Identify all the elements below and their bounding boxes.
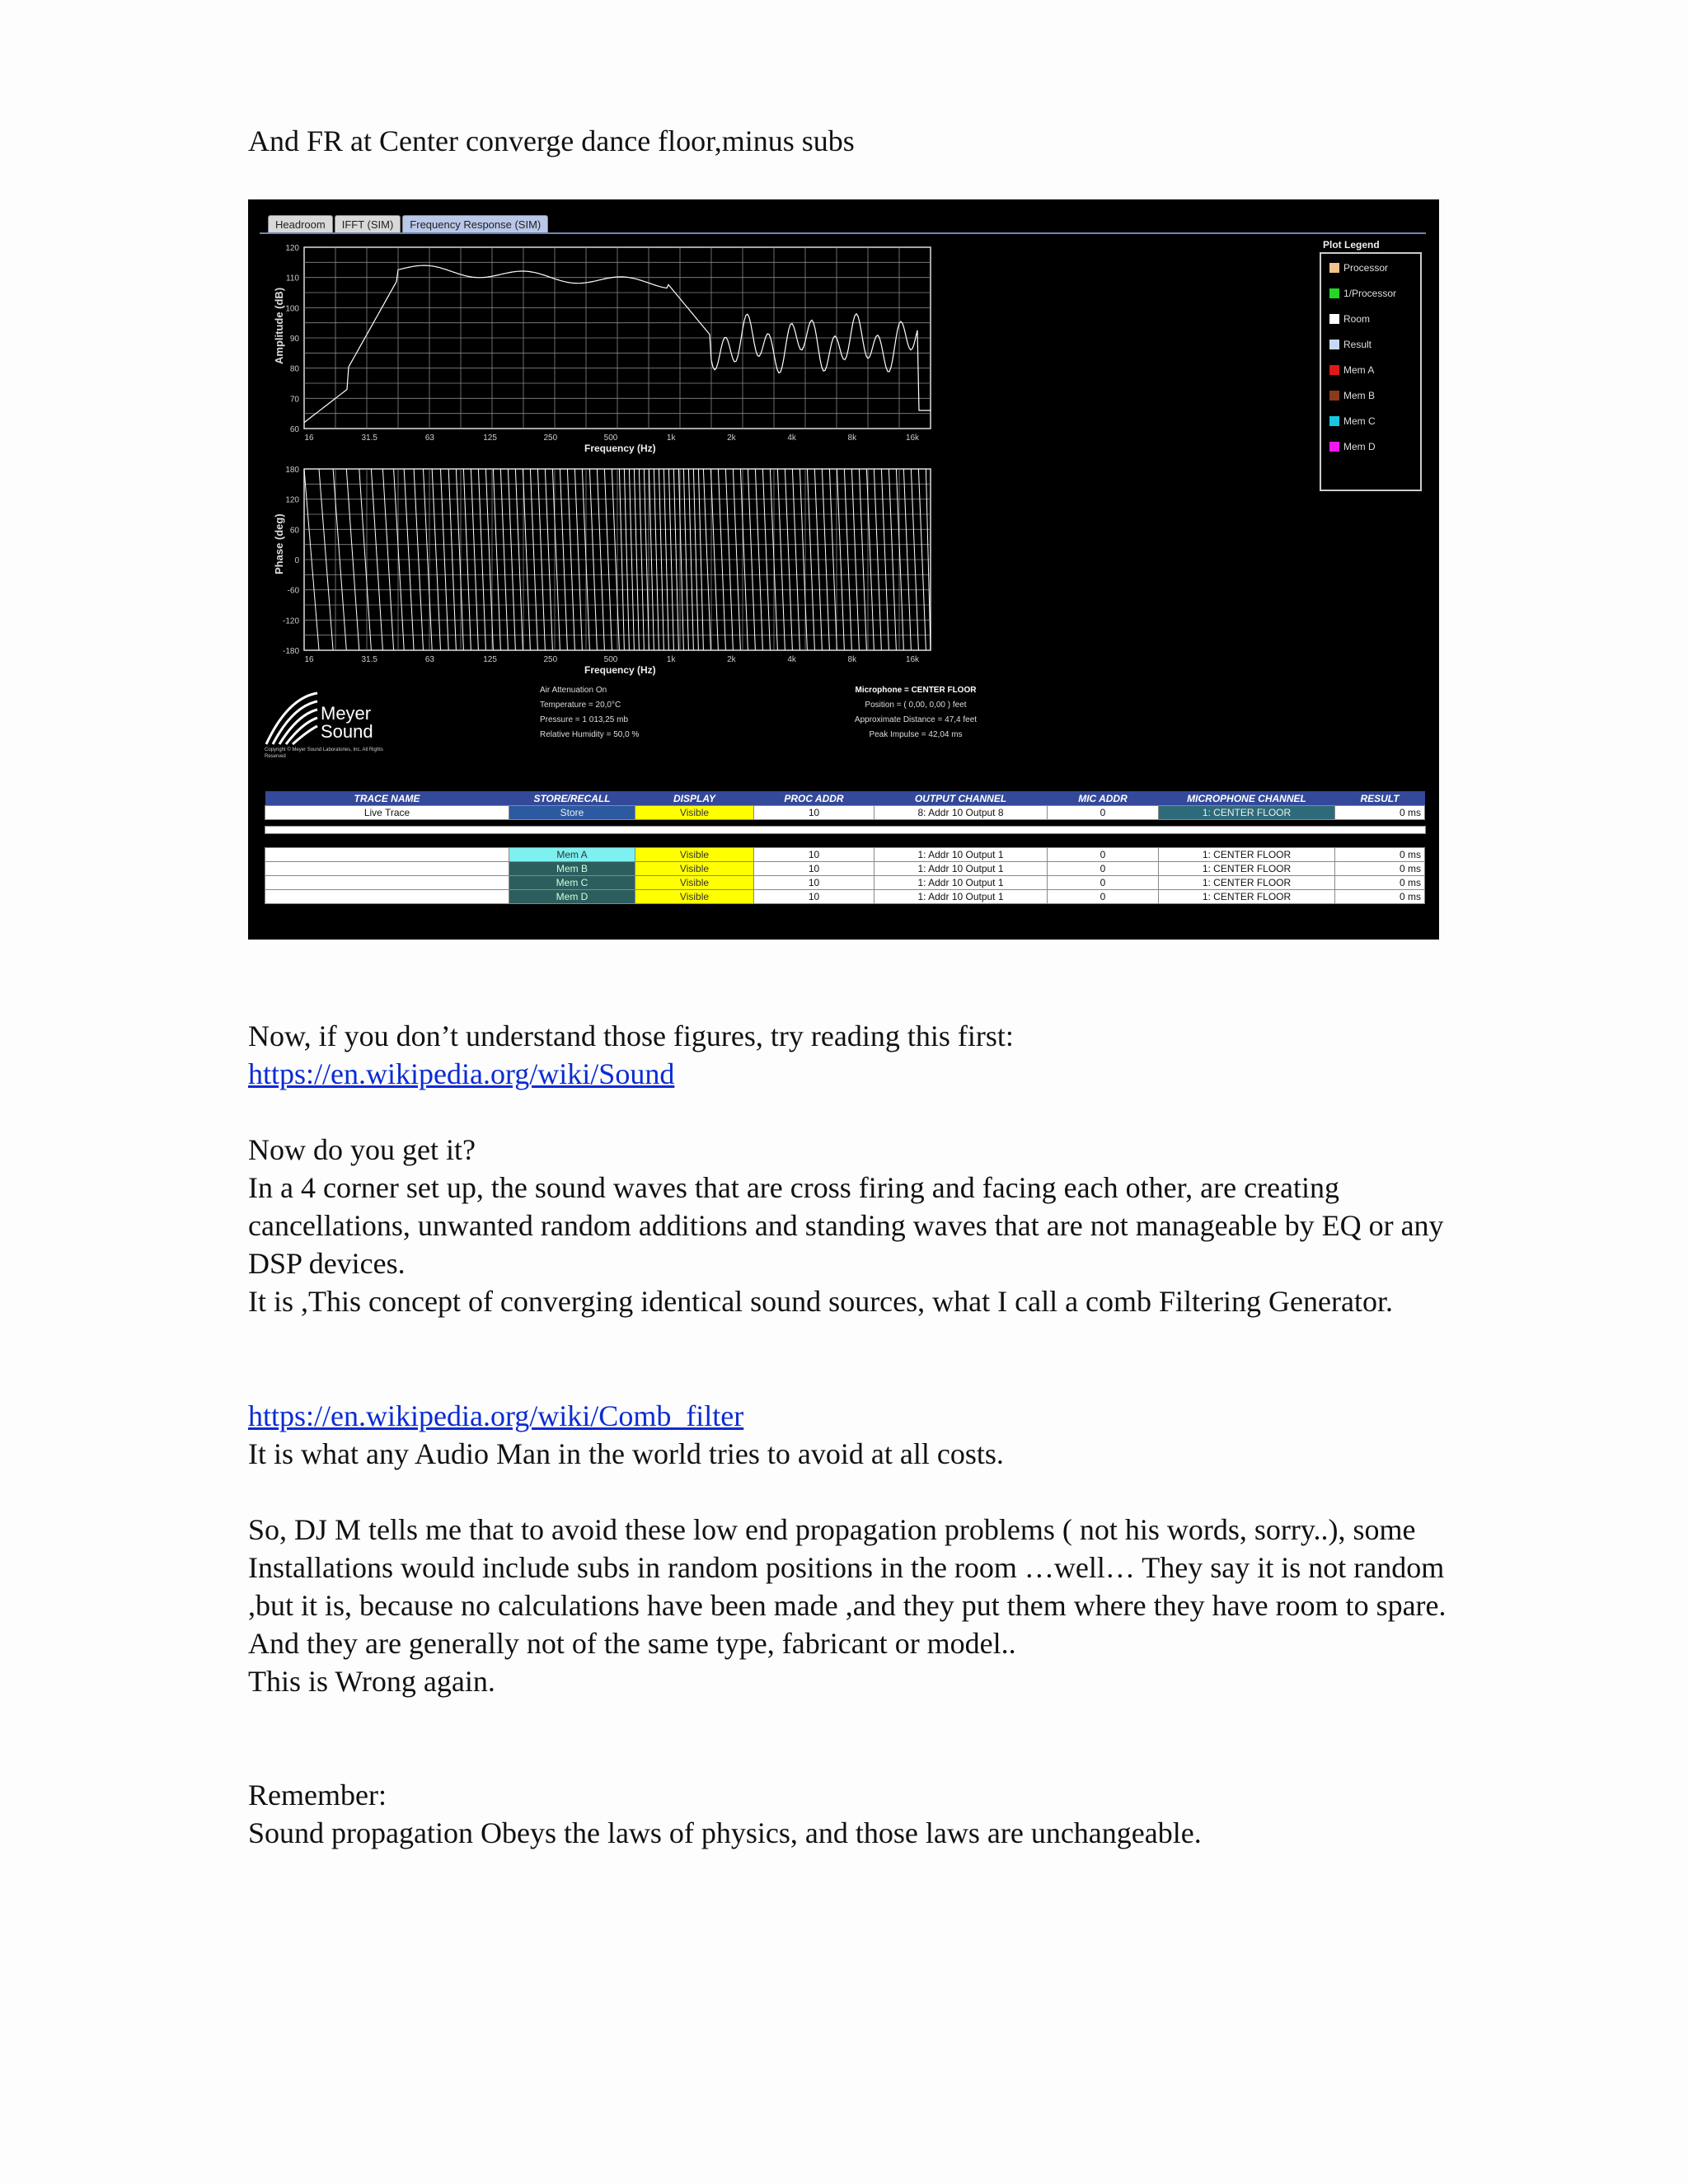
microphone-channel-cell: 1: CENTER FLOOR xyxy=(1159,876,1335,890)
phase-plot xyxy=(283,466,931,676)
amplitude-ylabel: Amplitude (dB) xyxy=(273,287,285,364)
swatch-icon xyxy=(1329,263,1339,273)
phase-ylabel: Phase (deg) xyxy=(273,513,285,574)
proc-addr-cell[interactable]: 10 xyxy=(754,806,874,820)
swatch-icon xyxy=(1329,340,1339,349)
body-text-block-5 xyxy=(248,1776,1468,1852)
logo-text xyxy=(321,705,373,741)
y-tick-label: 110 xyxy=(286,274,299,284)
legend-label: Mem C xyxy=(1343,415,1376,427)
x-tick-label: 1k xyxy=(666,655,676,664)
body-text-block-2 xyxy=(248,1131,1468,1320)
x-tick-label: 8k xyxy=(847,434,857,443)
col-result: RESULT xyxy=(1335,791,1425,806)
x-tick-label: 16k xyxy=(905,655,920,664)
tab-headroom[interactable]: Headroom xyxy=(268,215,333,234)
x-tick-label: 31.5 xyxy=(361,434,377,443)
result-cell: 0 ms xyxy=(1335,862,1425,876)
env-line: Air Attenuation On xyxy=(540,686,607,695)
legend-item-inverse-processor[interactable] xyxy=(1329,288,1396,299)
microphone-info xyxy=(809,683,1023,743)
plots-svg xyxy=(248,199,1439,694)
col-store-recall: STORE/RECALL xyxy=(509,791,635,806)
swatch-icon xyxy=(1329,365,1339,375)
proc-addr-cell: 10 xyxy=(754,890,874,904)
mic-addr-cell: 0 xyxy=(1048,862,1159,876)
paragraph: Now do you get it? xyxy=(248,1133,476,1166)
x-tick-label: 63 xyxy=(424,434,434,443)
trace-table-header xyxy=(265,791,1425,806)
x-tick-label: 16 xyxy=(304,655,314,664)
legend-label: Mem A xyxy=(1343,364,1375,376)
tab-frequency-response[interactable]: Frequency Response (SIM) xyxy=(402,215,548,234)
output-channel-select[interactable]: 8: Addr 10 Output 8 xyxy=(874,806,1048,820)
display-toggle[interactable]: Visible xyxy=(635,848,754,862)
display-toggle[interactable]: Visible xyxy=(635,862,754,876)
swatch-icon xyxy=(1329,416,1339,426)
phase-plot-xlabel: Frequency (Hz) xyxy=(584,664,656,676)
swatch-icon xyxy=(1329,442,1339,452)
logo-line1: Meyer xyxy=(321,703,372,724)
x-tick-label: 2k xyxy=(727,655,736,664)
y-tick-label: 100 xyxy=(285,304,299,314)
mic-addr-cell: 0 xyxy=(1048,848,1159,862)
trace-name-cell[interactable] xyxy=(265,848,509,862)
display-toggle[interactable]: Visible xyxy=(635,890,754,904)
output-channel-cell: 1: Addr 10 Output 1 xyxy=(874,890,1048,904)
y-tick-label: -60 xyxy=(287,586,299,596)
legend-label: Processor xyxy=(1343,262,1389,274)
body-text-block-3 xyxy=(248,1397,1468,1473)
proc-addr-cell: 10 xyxy=(754,876,874,890)
table-row xyxy=(265,890,1425,904)
legend-label: Mem D xyxy=(1343,441,1376,452)
table-row xyxy=(265,862,1425,876)
logo-line2: Sound xyxy=(321,721,373,742)
paragraph: Remember: xyxy=(248,1779,387,1811)
tab-ifft[interactable]: IFFT (SIM) xyxy=(335,215,401,234)
x-tick-label: 63 xyxy=(424,655,434,664)
microphone-channel-cell: 1: CENTER FLOOR xyxy=(1159,848,1335,862)
store-button[interactable]: Store xyxy=(509,806,635,820)
legend-label: Mem B xyxy=(1343,390,1376,401)
mic-addr-cell[interactable]: 0 xyxy=(1048,806,1159,820)
env-line: Relative Humidity = 50,0 % xyxy=(540,730,640,739)
display-toggle[interactable]: Visible xyxy=(635,806,754,820)
x-tick-label: 4k xyxy=(787,655,796,664)
legend-item-result[interactable] xyxy=(1329,339,1372,350)
col-microphone-channel: MICROPHONE CHANNEL xyxy=(1159,791,1335,806)
result-cell: 0 ms xyxy=(1335,806,1425,820)
x-tick-label: 250 xyxy=(543,655,558,664)
x-tick-label: 1k xyxy=(666,434,676,443)
trace-name-cell[interactable] xyxy=(265,862,509,876)
recall-mem-d-button[interactable]: Mem D xyxy=(509,890,635,904)
meyer-sim-screenshot xyxy=(248,199,1439,940)
mic-line: Approximate Distance = 47,4 feet xyxy=(854,715,978,724)
proc-addr-cell: 10 xyxy=(754,862,874,876)
display-toggle[interactable]: Visible xyxy=(635,876,754,890)
legend-item-mem-c[interactable] xyxy=(1329,415,1376,427)
trace-name-cell[interactable] xyxy=(265,890,509,904)
logo-copyright: Copyright © Meyer Sound Laboratories, Inc. All Rights Reserved xyxy=(265,748,383,759)
result-cell: 0 ms xyxy=(1335,876,1425,890)
live-trace-row xyxy=(265,806,1425,820)
col-proc-addr: PROC ADDR xyxy=(754,791,874,806)
output-channel-cell: 1: Addr 10 Output 1 xyxy=(874,848,1048,862)
paragraph: It is ,This concept of converging identical sound sources, what I call a comb Filtering Generator. xyxy=(248,1285,1393,1318)
page-heading: And FR at Center converge dance floor,minus subs xyxy=(248,124,855,157)
x-tick-label: 4k xyxy=(787,434,796,443)
memory-table xyxy=(265,847,1425,904)
microphone-channel-cell: 1: CENTER FLOOR xyxy=(1159,862,1335,876)
legend-label: 1/Processor xyxy=(1343,288,1397,299)
mic-line: Position = ( 0,00, 0,00 ) feet xyxy=(865,701,967,710)
microphone-channel-select[interactable]: 1: CENTER FLOOR xyxy=(1159,806,1335,820)
proc-addr-cell: 10 xyxy=(754,848,874,862)
mic-line: Peak Impulse = 42,04 ms xyxy=(869,730,963,739)
legend-item-mem-b[interactable] xyxy=(1329,390,1375,401)
trace-table xyxy=(265,791,1425,820)
wikipedia-sound-link[interactable]: https://en.wikipedia.org/wiki/Sound xyxy=(248,1057,675,1090)
legend-label: Room xyxy=(1343,313,1371,325)
trace-name-cell[interactable] xyxy=(265,876,509,890)
logo-waves-icon xyxy=(263,690,321,748)
env-line: Temperature = 20,0°C xyxy=(540,701,621,710)
amplitude-plot-xlabel: Frequency (Hz) xyxy=(584,443,656,454)
plot-legend xyxy=(1320,252,1422,491)
y-tick-label: 120 xyxy=(285,244,299,253)
output-channel-cell: 1: Addr 10 Output 1 xyxy=(874,876,1048,890)
legend-item-processor[interactable] xyxy=(1329,262,1388,274)
microphone-channel-cell: 1: CENTER FLOOR xyxy=(1159,890,1335,904)
result-cell: 0 ms xyxy=(1335,848,1425,862)
recall-mem-c-button[interactable]: Mem C xyxy=(509,876,635,890)
y-tick-label: 180 xyxy=(285,466,299,475)
result-cell: 0 ms xyxy=(1335,890,1425,904)
recall-mem-a-button[interactable]: Mem A xyxy=(509,848,635,862)
x-tick-label: 2k xyxy=(727,434,736,443)
y-tick-label: 80 xyxy=(289,364,299,374)
swatch-icon xyxy=(1329,288,1339,298)
paragraph: So, DJ M tells me that to avoid these low end propagation problems ( not his words, sorry..), some Installations would include subs in random positions in the room …well… They say it is not random ,but it is, because no calculations have been made ,and they put them where they have room to spare. And they are generally not of the same type, fabricant or model.. xyxy=(248,1513,1447,1660)
y-tick-label: 90 xyxy=(289,335,299,344)
x-tick-label: 250 xyxy=(543,434,558,443)
env-line: Pressure = 1 013,25 mb xyxy=(540,715,629,724)
y-tick-label: 60 xyxy=(289,526,299,536)
x-tick-label: 125 xyxy=(483,434,497,443)
swatch-icon xyxy=(1329,314,1339,324)
x-tick-label: 16k xyxy=(905,434,920,443)
x-tick-label: 500 xyxy=(603,655,618,664)
y-tick-label: 0 xyxy=(294,556,299,565)
y-tick-label: -120 xyxy=(282,616,299,626)
col-output-channel: OUTPUT CHANNEL xyxy=(874,791,1048,806)
col-mic-addr: MIC ADDR xyxy=(1048,791,1159,806)
paragraph: It is what any Audio Man in the world tries to avoid at all costs. xyxy=(248,1437,1004,1470)
legend-title: Plot Legend xyxy=(1323,239,1380,251)
x-tick-label: 125 xyxy=(483,655,497,664)
mic-addr-cell: 0 xyxy=(1048,876,1159,890)
y-tick-label: 60 xyxy=(289,425,299,434)
paragraph: Now, if you don’t understand those figures, try reading this first: xyxy=(248,1019,1014,1052)
output-channel-cell: 1: Addr 10 Output 1 xyxy=(874,862,1048,876)
paragraph: In a 4 corner set up, the sound waves that are cross firing and facing each other, are creating cancellations, unwanted random additions and standing waves that are not manageable by EQ or any DSP devices. xyxy=(248,1171,1444,1280)
y-tick-label: 70 xyxy=(289,395,299,405)
paragraph: Sound propagation Obeys the laws of physics, and those laws are unchangeable. xyxy=(248,1816,1202,1849)
col-display: DISPLAY xyxy=(635,791,754,806)
mic-addr-cell: 0 xyxy=(1048,890,1159,904)
mic-line: Microphone = CENTER FLOOR xyxy=(855,686,977,695)
x-tick-label: 16 xyxy=(304,434,314,443)
wikipedia-comb-filter-link[interactable]: https://en.wikipedia.org/wiki/Comb_filter xyxy=(248,1399,744,1432)
environment-info xyxy=(540,683,639,743)
body-text-block-1 xyxy=(248,1017,1468,1093)
recall-mem-b-button[interactable]: Mem B xyxy=(509,862,635,876)
col-trace-name: TRACE NAME xyxy=(265,791,509,806)
legend-item-mem-d[interactable] xyxy=(1329,441,1376,452)
legend-item-mem-a[interactable] xyxy=(1329,364,1374,376)
table-row xyxy=(265,876,1425,890)
x-tick-label: 8k xyxy=(847,655,857,664)
amplitude-plot xyxy=(285,244,931,454)
x-tick-label: 500 xyxy=(603,434,618,443)
trace-name-cell[interactable]: Live Trace xyxy=(265,806,509,820)
legend-item-room[interactable] xyxy=(1329,313,1370,325)
x-tick-label: 31.5 xyxy=(361,655,377,664)
y-tick-label: 120 xyxy=(285,495,299,505)
body-text-block-4 xyxy=(248,1511,1468,1700)
swatch-icon xyxy=(1329,391,1339,401)
table-separator xyxy=(265,826,1426,834)
legend-label: Result xyxy=(1343,339,1372,350)
table-row xyxy=(265,848,1425,862)
y-tick-label: -180 xyxy=(282,647,299,656)
paragraph: This is Wrong again. xyxy=(248,1665,495,1698)
